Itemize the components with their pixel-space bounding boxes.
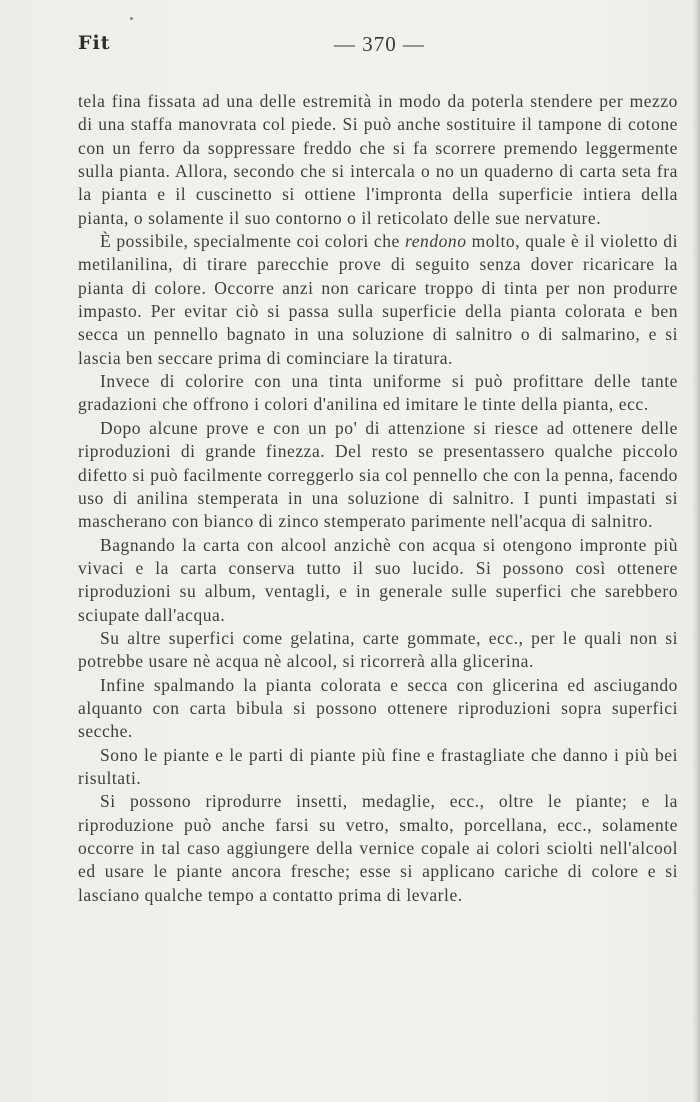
paragraph-coloring-proofs (78, 230, 678, 370)
paragraph-glycerin: Infine spalmando la pianta colorata e secca con glicerina ed asciugando alquanto con carta bibula si possono ottenere riproduzioni sopra superfici secche. (78, 674, 678, 742)
page-header (78, 32, 678, 62)
running-head: Fit (78, 32, 111, 54)
page-number: — 370 — (334, 32, 425, 56)
italic-word: rendono (404, 231, 467, 252)
body-text (78, 90, 678, 907)
paragraph-fine-reproductions: Dopo alcune prove e con un po' di attenzione si riesce ad ottenere delle riproduzioni di grande finezza. Del resto se presentassero qualche piccolo difetto si può facilmente correggerlo sia col pennello che con la penna, facendo uso di anilina stemperata in una soluzione di salnitro. I punti impastati si mascherano con bianco di zinco stemperato parimente nell'acqua di salnitro. (78, 417, 678, 532)
paper-speck (130, 17, 133, 20)
paragraph-alcohol-wetting: Bagnando la carta con alcool anzichè con acqua si otengono impronte più vivaci e la carta conserva tutto il suo lucido. Si possono così ottenere riproduzioni su album, ventagli, e in generale sulle superfici che sarebbero sciupate dall'acqua. (78, 534, 678, 625)
paragraph-best-results: Sono le piante e le parti di piante più fine e frastagliate che danno i più bei risultati. (78, 744, 678, 788)
paragraph-other-surfaces: Su altre superfici come gelatina, carte gommate, ecc., per le quali non si potrebbe usare nè acqua nè alcool, si ricorrerà alla glicerina. (78, 627, 678, 672)
paragraph-text-before: È possibile, specialmente coi colori che (100, 231, 405, 252)
paragraph-insects-medals: Si possono riprodurre insetti, medaglie, ecc., oltre le piante; e la riproduzione può anche farsi su vetro, smalto, porcellana, ecc., solamente occorre in tal caso aggiungere della vernice copale ai colori sciolti nell'alcool ed usare le piante ancora fresche; esse si applicano cariche di colore e si lasciano qualche tempo a contatto prima di levarle. (78, 791, 678, 905)
page-edge-shadow (692, 0, 700, 1102)
paragraph-continuation: tela fina fissata ad una delle estremità in modo da poterla stendere per mezzo di una staffa manovrata col piede. Si può anche sostituire il tampone di cotone con un ferro da soppressare freddo che si fa scorrere premendo leggermente sulla pianta. Allora, secondo che si intercala o no un quaderno di carta seta fra la pianta e il cuscinetto si ottiene l'impronta della superficie intiera della pianta, o solamente il suo contorno o il reticolato delle sue nervature. (78, 91, 678, 228)
paragraph-text-after: molto, quale è il violetto di metilanilina, di tirare parecchie prove di seguito senza dover ricaricare la pianta di colore. Occorre anzi non caricare troppo di tinta per non produrre impasto. Per evitar ciò si passa sulla superficie della pianta colorata e ben secca un pennello bagnato in una soluzione di salnitro o di salmarino, e si lascia ben seccare prima di cominciare la tiratura. (78, 231, 678, 368)
paragraph-aniline-gradations: Invece di colorire con una tinta uniforme si può profittare delle tante gradazioni che offrono i colori d'anilina ed imitare le tinte della pianta, ecc. (78, 371, 678, 415)
